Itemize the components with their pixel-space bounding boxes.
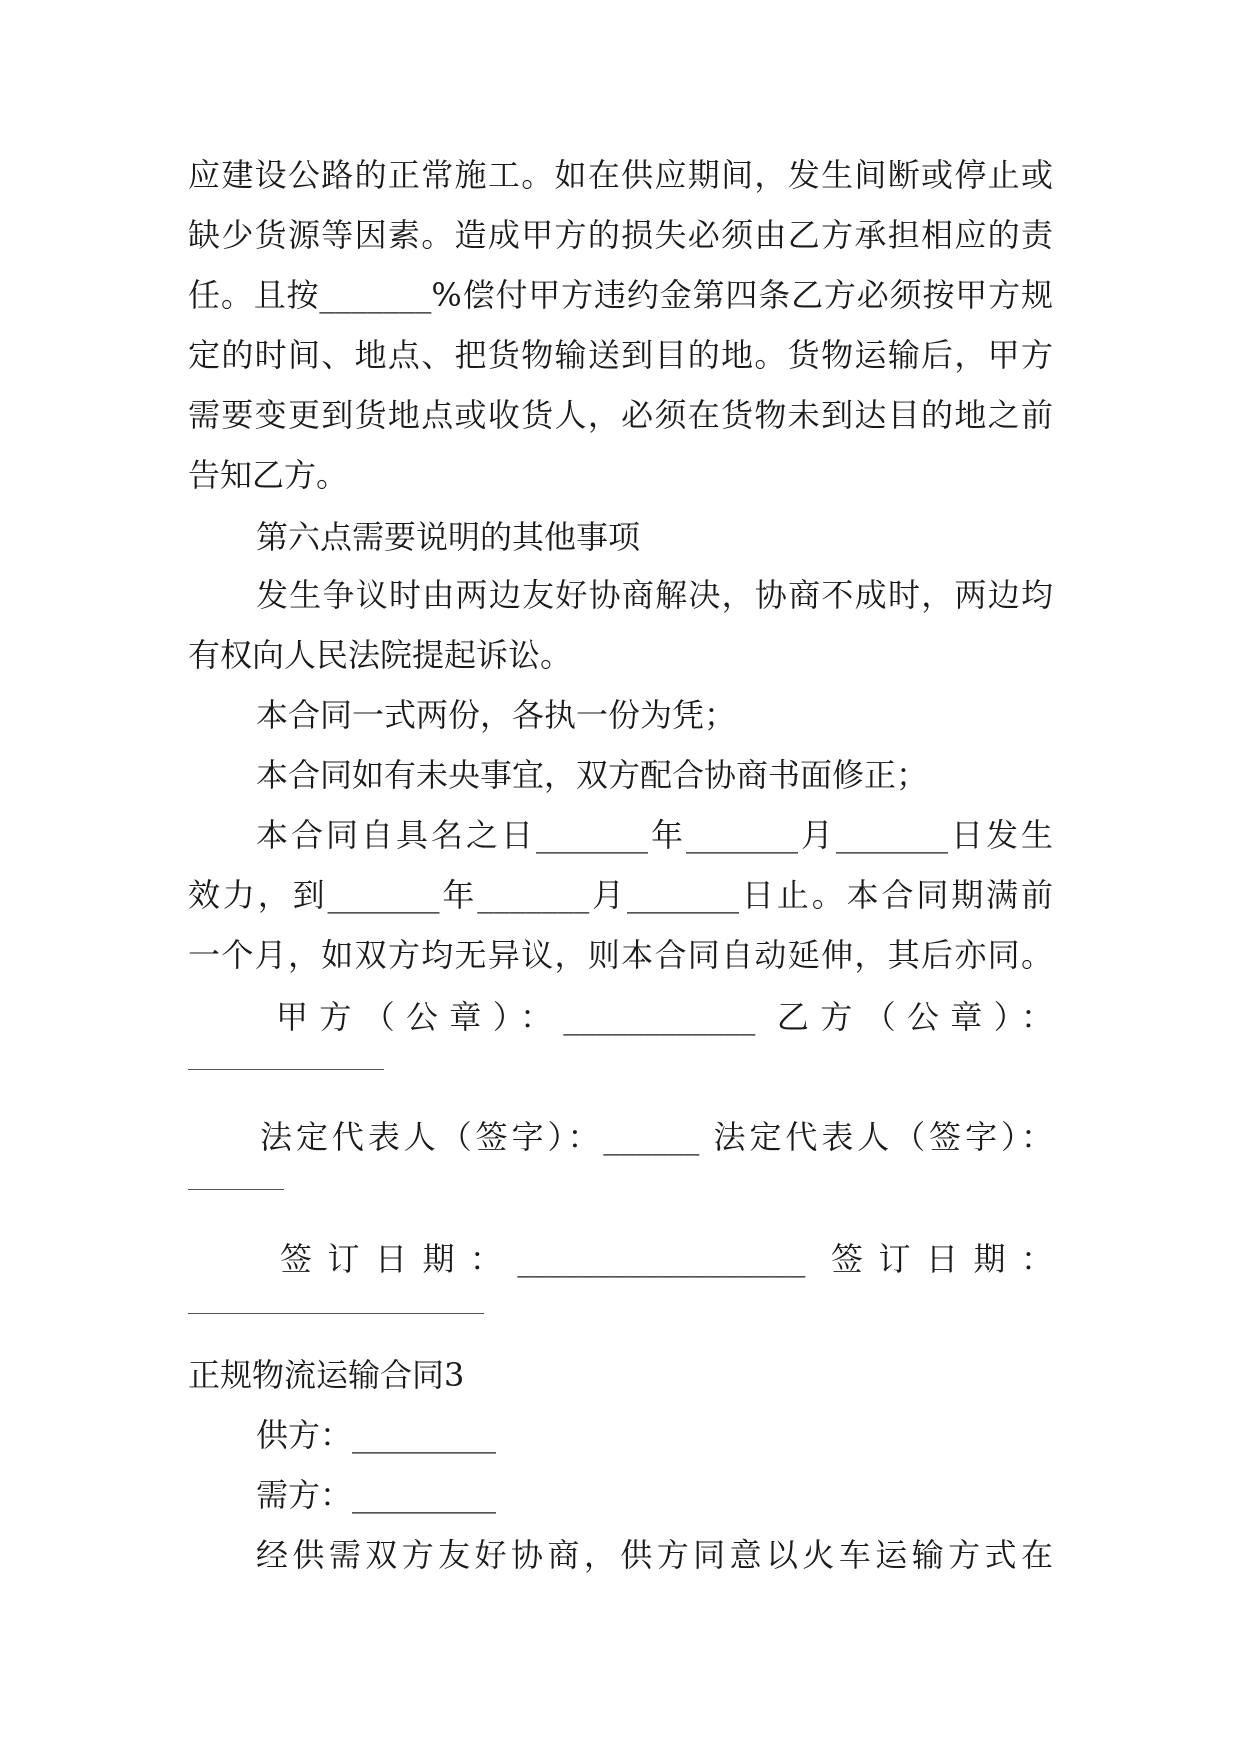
paragraph-line: 经供需双方友好协商，供方同意以火车运输方式在	[256, 1536, 1053, 1574]
paragraph-line: 告知乙方。	[188, 456, 349, 494]
signature-blank	[188, 1313, 484, 1314]
paragraph-line: 任。且按_______%偿付甲方违约金第四条乙方必须按甲方规	[188, 276, 1053, 314]
buyer-field: 需方：_________	[256, 1476, 497, 1514]
paragraph-line: 本合同自具名之日_______年_______月_______日发生	[256, 816, 1053, 854]
paragraph-line: 发生争议时由两边友好协商解决，协商不成时，两边均	[256, 576, 1053, 614]
paragraph-line: 需要变更到货地点或收货人，必须在货物未到达目的地之前	[188, 396, 1053, 434]
paragraph-line: 应建设公路的正常施工。如在供应期间，发生间断或停止或	[188, 156, 1053, 194]
signing-date-line: 签订日期：__________________ 签订日期：	[280, 1240, 1053, 1278]
paragraph-line: 效力，到_______年_______月_______日止。本合同期满前	[188, 876, 1053, 914]
party-seal-line: 甲方（公章）：____________ 乙方（公章）：	[276, 998, 1053, 1036]
paragraph-line: 一个月，如双方均无异议，则本合同自动延伸，其后亦同。	[188, 936, 1053, 974]
signature-blank	[188, 1069, 384, 1070]
document-title: 正规物流运输合同3	[188, 1356, 465, 1394]
signature-blank	[188, 1189, 284, 1190]
paragraph-line: 定的时间、地点、把货物输送到目的地。货物运输后，甲方	[188, 336, 1053, 374]
legal-representative-line: 法定代表人（签字）：______ 法定代表人（签字）：	[260, 1118, 1053, 1156]
paragraph-line: 本合同如有未央事宜，双方配合协商书面修正；	[256, 756, 929, 794]
supplier-field: 供方：_________	[256, 1416, 497, 1454]
paragraph-line: 缺少货源等因素。造成甲方的损失必须由乙方承担相应的责	[188, 216, 1053, 254]
paragraph-line: 有权向人民法院提起诉讼。	[188, 636, 573, 674]
paragraph-line: 本合同一式两份，各执一份为凭；	[256, 696, 737, 734]
section-heading: 第六点需要说明的其他事项	[256, 518, 641, 556]
